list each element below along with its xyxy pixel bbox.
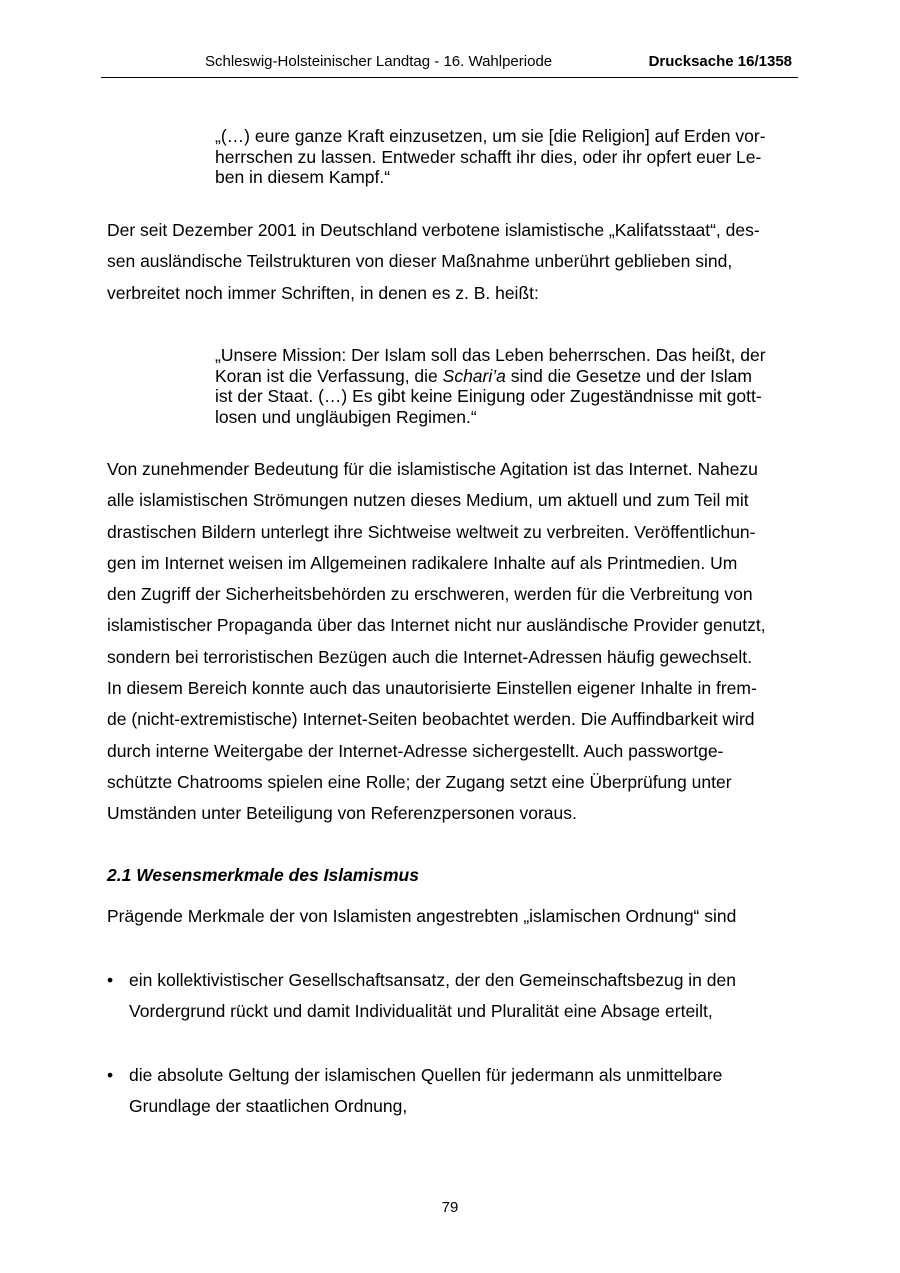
bullet-symbol: •	[107, 1065, 114, 1085]
paragraph-line: de (nicht-extremistische) Internet-Seiten beobachtet werden. Die Auffindbarkeit wird	[107, 709, 755, 730]
page-number: 79	[441, 1199, 459, 1216]
bullet-item-2	[107, 1060, 797, 1123]
paragraph-line: Prägende Merkmale der von Islamisten angestrebten „islamischen Ordnung“ sind	[107, 906, 737, 926]
paragraph-line: Umständen unter Beteiligung von Referenzpersonen voraus.	[107, 803, 577, 824]
bullet-text	[129, 1060, 797, 1123]
bullet-line: die absolute Geltung der islamischen Quellen für jedermann als unmittelbare	[129, 1065, 723, 1085]
quote-line: „Unsere Mission: Der Islam soll das Leben beherrschen. Das heißt, der	[215, 345, 766, 365]
quote-line: ben in diesem Kampf.“	[215, 167, 391, 187]
quote-block-2	[215, 345, 790, 427]
quote-line: „(…) eure ganze Kraft einzusetzen, um sie [die Religion] auf Erden vor-	[215, 126, 766, 146]
bullet-line: Vordergrund rückt und damit Individualität und Pluralität eine Absage erteilt,	[129, 1001, 713, 1022]
quote-line: losen und ungläubigen Regimen.“	[215, 406, 477, 427]
quote-italic-term: Schari’a	[442, 365, 506, 386]
paragraph-line: Von zunehmender Bedeutung für die islamistische Agitation ist das Internet. Nahezu	[107, 459, 758, 479]
quote-line	[215, 366, 790, 387]
quote-text: sind die Gesetze und der Islam	[505, 365, 752, 386]
paragraph-line: sondern bei terroristischen Bezügen auch die Internet-Adressen häufig gewechselt.	[107, 646, 752, 667]
quote-text: Koran ist die Verfassung, die	[215, 365, 443, 386]
paragraph-line: In diesem Bereich konnte auch das unautorisierte Einstellen eigener Inhalte in frem-	[107, 678, 757, 699]
paragraph-line: alle islamistischen Strömungen nutzen dieses Medium, um aktuell und zum Teil mit	[107, 490, 749, 511]
paragraph-line: verbreitet noch immer Schriften, in denen es z. B. heißt:	[107, 282, 539, 303]
paragraph-line: Der seit Dezember 2001 in Deutschland verbotene islamistische „Kalifatsstaat“, des-	[107, 220, 760, 240]
paragraph-line: islamistischer Propaganda über das Internet nicht nur ausländische Provider genutzt,	[107, 615, 766, 636]
header-document-number: Drucksache 16/1358	[648, 53, 792, 70]
paragraph-line: durch interne Weitergabe der Internet-Adresse sichergestellt. Auch passwortge-	[107, 740, 724, 761]
quote-block-1	[215, 126, 790, 188]
section-heading: 2.1 Wesensmerkmale des Islamismus	[107, 865, 419, 885]
paragraph-3	[107, 901, 797, 932]
paragraph-line: schützte Chatrooms spielen eine Rolle; der Zugang setzt eine Überprüfung unter	[107, 771, 732, 792]
page-header	[101, 52, 798, 78]
bullet-item-1	[107, 965, 797, 1028]
bullet-text	[129, 965, 797, 1028]
bullet-line: Grundlage der staatlichen Ordnung,	[129, 1096, 408, 1117]
bullet-line: ein kollektivistischer Gesellschaftsansatz, der den Gemeinschaftsbezug in den	[129, 970, 736, 990]
header-title: Schleswig-Holsteinischer Landtag - 16. Wahlperiode	[205, 53, 553, 70]
quote-line: herrschen zu lassen. Entweder schafft ihr dies, oder ihr opfert euer Le-	[215, 146, 762, 167]
paragraph-2	[107, 454, 797, 830]
paragraph-line: gen im Internet weisen im Allgemeinen radikalere Inhalte auf als Printmedien. Um	[107, 552, 738, 573]
bullet-symbol: •	[107, 970, 114, 990]
paragraph-line: den Zugriff der Sicherheitsbehörden zu erschweren, werden für die Verbreitung von	[107, 584, 753, 605]
paragraph-line: drastischen Bildern unterlegt ihre Sichtweise weltweit zu verbreiten. Veröffentlichun-	[107, 521, 756, 542]
quote-line: ist der Staat. (…) Es gibt keine Einigung oder Zugeständnisse mit gott-	[215, 386, 762, 406]
paragraph-1	[107, 215, 797, 309]
paragraph-line: sen ausländische Teilstrukturen von dieser Maßnahme unberührt geblieben sind,	[107, 251, 733, 272]
